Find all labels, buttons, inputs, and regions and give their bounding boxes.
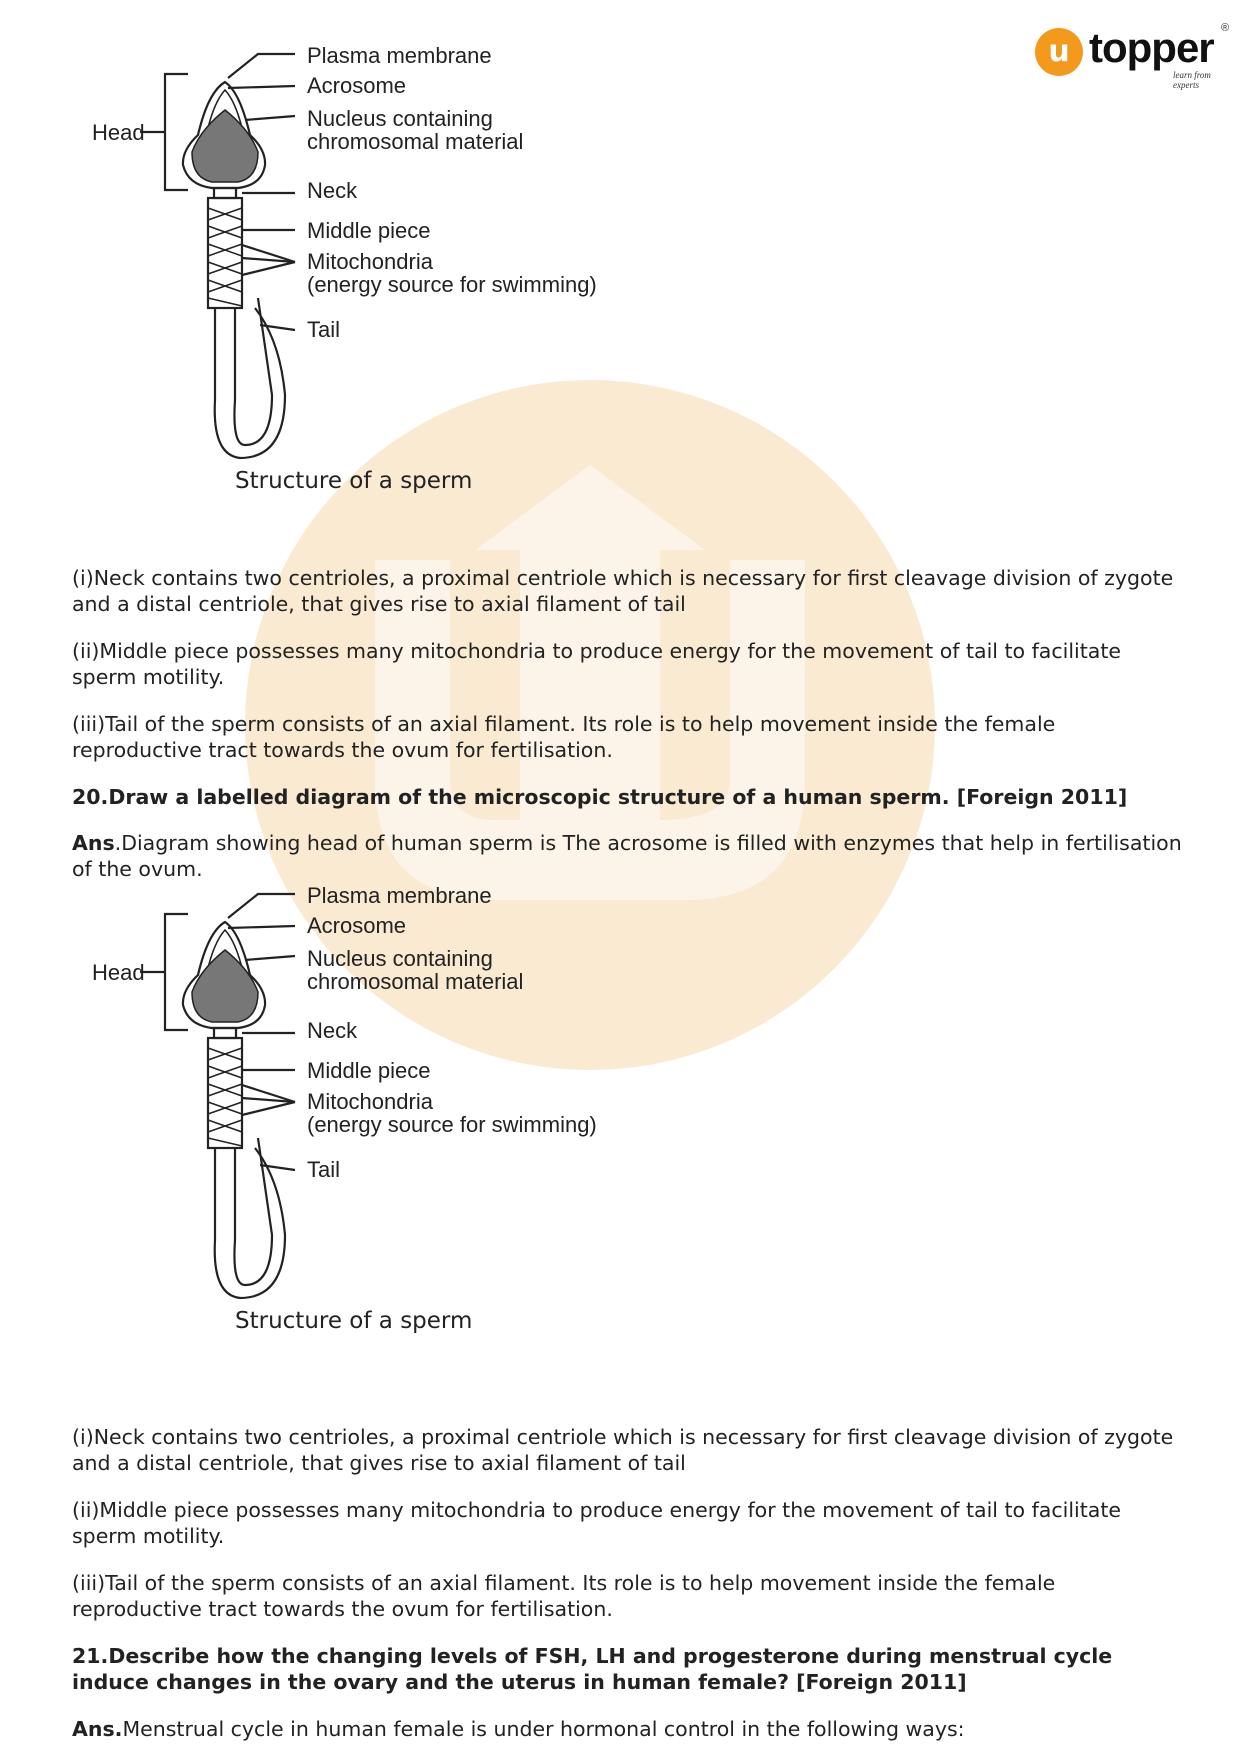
- logo-badge: [1035, 28, 1083, 76]
- label-plasma-membrane: Plasma membrane: [307, 883, 492, 908]
- label-middle-piece: Middle piece: [307, 218, 431, 243]
- label-tail: Tail: [307, 1157, 341, 1182]
- answer-20: [72, 830, 1182, 882]
- label-head: Head: [92, 120, 145, 145]
- label-head: Head: [92, 960, 145, 985]
- label-mitochondria: Mitochondria: [307, 1089, 433, 1114]
- label-nucleus-line1: Nucleus containing: [307, 106, 493, 131]
- answer-label: Ans.: [72, 1717, 123, 1741]
- label-middle-piece: Middle piece: [307, 1058, 431, 1083]
- label-neck: Neck: [307, 178, 358, 203]
- registered-mark: ®: [1221, 22, 1230, 34]
- diagram-caption: Structure of a sperm: [235, 468, 473, 494]
- sperm-diagram-2: [80, 880, 680, 1380]
- question-20: 20.Draw a labelled diagram of the microscopic structure of a human sperm. [Foreign 2011]: [72, 785, 1128, 809]
- answer-text: .Diagram showing head of human sperm is The acrosome is filled with enzymes that help in fertilisation of the ovum.: [72, 831, 1182, 881]
- point-middle-piece: (ii)Middle piece possesses many mitochondria to produce energy for the movement of tail to facilitate sperm motility.: [72, 1498, 1121, 1548]
- point-middle-piece: (ii)Middle piece possesses many mitochondria to produce energy for the movement of tail to facilitate sperm motility.: [72, 639, 1121, 689]
- label-nucleus-line1: Nucleus containing: [307, 946, 493, 971]
- logo-wordmark: topper: [1089, 24, 1214, 71]
- point-tail: (iii)Tail of the sperm consists of an axial filament. Its role is to help movement inside the female reproductive tract towards the ovum for fertilisation.: [72, 712, 1056, 762]
- label-plasma-membrane: Plasma membrane: [307, 43, 492, 68]
- label-energy: (energy source for swimming): [307, 272, 597, 297]
- diagram-caption: Structure of a sperm: [235, 1308, 473, 1334]
- label-acrosome: Acrosome: [307, 73, 407, 98]
- label-nucleus-line2: chromosomal material: [307, 969, 524, 994]
- answer-text: Menstrual cycle in human female is under hormonal control in the following ways:: [122, 1717, 965, 1741]
- logo-tagline: learn from experts: [1173, 70, 1211, 90]
- label-nucleus-line2: chromosomal material: [307, 129, 524, 154]
- logo-symbol: u: [1048, 34, 1070, 69]
- answer-label: Ans: [72, 831, 115, 855]
- label-energy: (energy source for swimming): [307, 1112, 597, 1137]
- point-tail: (iii)Tail of the sperm consists of an axial filament. Its role is to help movement inside the female reproductive tract towards the ovum for fertilisation.: [72, 1571, 1056, 1621]
- sperm-diagram-1: [80, 40, 680, 540]
- label-tail: Tail: [307, 317, 341, 342]
- point-neck: (i)Neck contains two centrioles, a proximal centriole which is necessary for first cleavage division of zygote and a distal centriole, that gives rise to axial filament of tail: [72, 1425, 1174, 1475]
- label-neck: Neck: [307, 1018, 358, 1043]
- answer-21: [72, 1716, 1182, 1742]
- label-mitochondria: Mitochondria: [307, 249, 433, 274]
- label-acrosome: Acrosome: [307, 913, 407, 938]
- point-neck: (i)Neck contains two centrioles, a proximal centriole which is necessary for first cleavage division of zygote and a distal centriole, that gives rise to axial filament of tail: [72, 566, 1174, 616]
- question-21: 21.Describe how the changing levels of FSH, LH and progesterone during menstrual cycle induce changes in the ovary and the uterus in human female? [Foreign 2011]: [72, 1644, 1113, 1694]
- topper-logo[interactable]: [1035, 22, 1230, 90]
